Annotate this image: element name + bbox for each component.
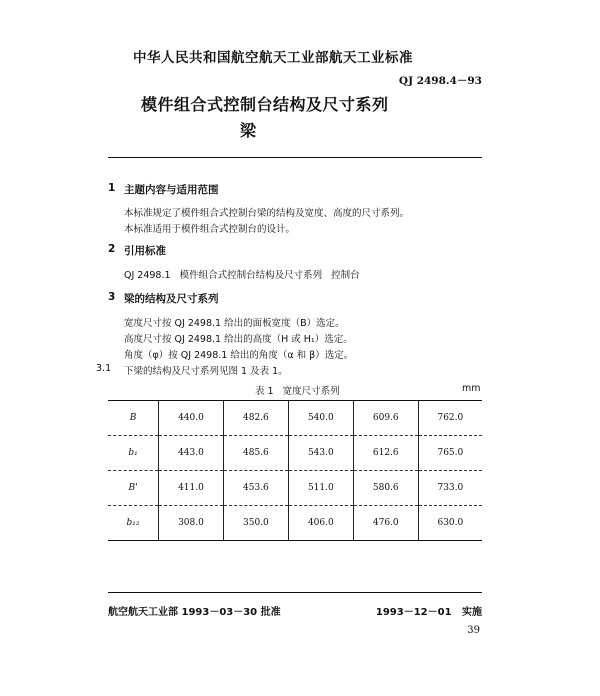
row-label: b₁ [108,436,159,471]
table-unit: mm [462,383,481,394]
table-cell: 543.0 [288,436,353,471]
table-caption: 表 1 宽度尺寸系列 [255,386,340,397]
clause-text: 下梁的结构及尺寸系列见图 1 及表 1。 [124,366,288,377]
page-number: 39 [467,625,480,636]
table-cell: 540.0 [288,401,353,436]
table-cell: 485.6 [223,436,288,471]
table-cell: 482.6 [223,401,288,436]
table-cell: 612.6 [353,436,418,471]
section-2-number: 2 [108,243,116,255]
section-3-number: 3 [108,291,116,303]
table-cell: 765.0 [418,436,482,471]
standard-code: QJ 2498.4－93 [398,75,482,87]
section-2-heading: 引用标准 [124,245,166,257]
table-cell: 406.0 [288,506,353,541]
section-1-heading: 主题内容与适用范围 [124,184,219,196]
section-2-line-1: QJ 2498.1 模件组合式控制台结构及尺寸系列 控制台 [124,270,360,281]
table-cell: 511.0 [288,471,353,506]
header-rule [108,157,482,158]
section-3-line-2: 高度尺寸按 QJ 2498.1 给出的高度（H 或 H₁）选定。 [124,334,353,345]
width-dimension-table [108,400,482,541]
document-title: 模件组合式控制台结构及尺寸系列 [141,95,389,114]
table-row [108,401,482,436]
table-cell: 476.0 [353,506,418,541]
document-subtitle: 梁 [240,121,257,140]
row-label: B [108,401,159,436]
section-1-number: 1 [108,182,116,194]
table-cell: 443.0 [159,436,224,471]
section-1-line-1: 本标准规定了模件组合式控制台梁的结构及宽度、高度的尺寸系列。 [124,208,410,219]
table-cell: 411.0 [159,471,224,506]
row-label: B' [108,471,159,506]
section-1-line-2: 本标准适用于模件组合式控制台的设计。 [124,224,296,235]
table-row [108,506,482,541]
table-cell: 440.0 [159,401,224,436]
section-3-heading: 梁的结构及尺寸系列 [124,293,219,305]
row-label: b₁₂ [108,506,159,541]
approval-line: 航空航天工业部 1993－03－30 批准 [108,607,281,618]
ministry-header: 中华人民共和国航空航天工业部航天工业标准 [133,50,413,66]
section-3-line-1: 宽度尺寸按 QJ 2498.1 给出的面板宽度（B）选定。 [124,318,345,329]
table-cell: 630.0 [418,506,482,541]
clause-number: 3.1 [96,363,112,374]
table-row [108,436,482,471]
footer-rule [108,592,482,593]
table-row [108,471,482,506]
table-cell: 733.0 [418,471,482,506]
implementation-date: 1993－12－01 实施 [375,607,482,618]
table-cell: 453.6 [223,471,288,506]
table-cell: 308.0 [159,506,224,541]
table-cell: 609.6 [353,401,418,436]
table-cell: 762.0 [418,401,482,436]
table-cell: 350.0 [223,506,288,541]
section-3-line-3: 角度（φ）按 QJ 2498.1 给出的角度（α 和 β）选定。 [124,350,354,361]
table-cell: 580.6 [353,471,418,506]
